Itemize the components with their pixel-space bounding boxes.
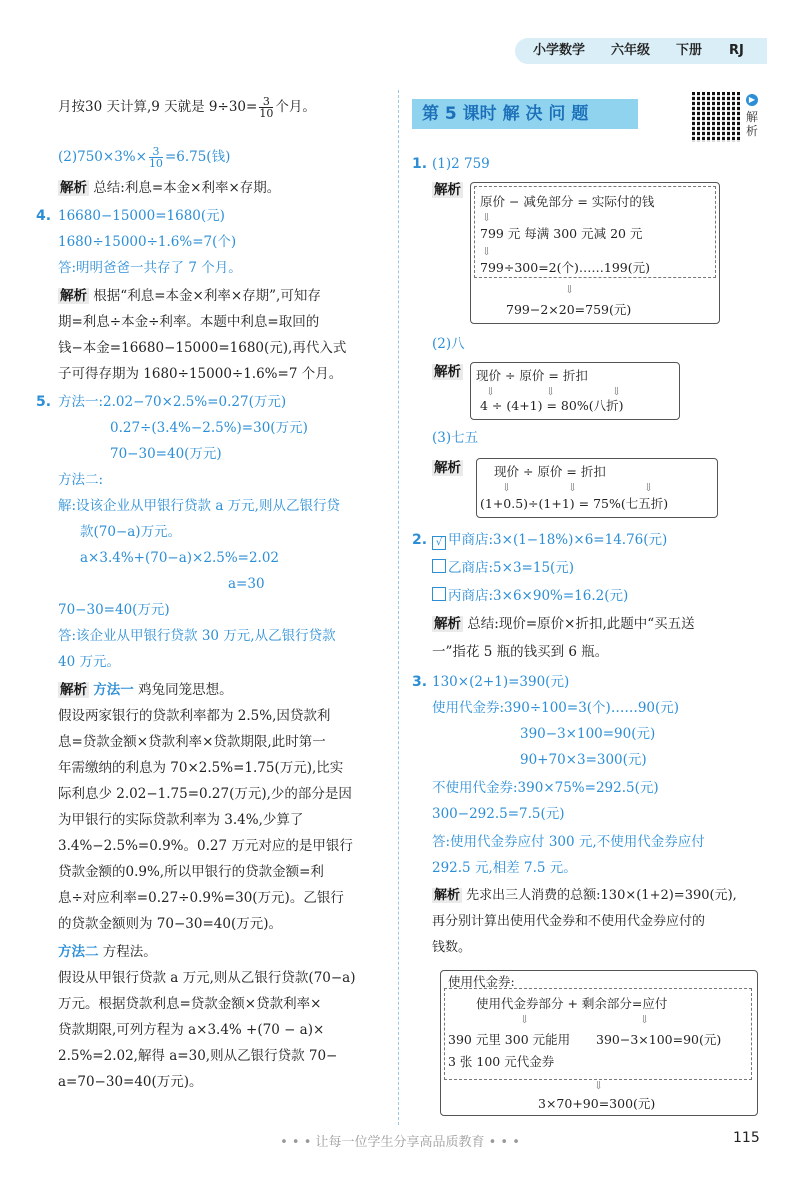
method-one-label: 方法一: [93, 682, 134, 698]
right-analysis-5: 解析 先求出三人消费的总额:130×(1+2)=390(元),: [434, 888, 737, 903]
checkbox-checked-icon: √: [432, 536, 446, 550]
right-line-16: 292.5 元,相差 7.5 元。: [432, 860, 577, 876]
left-line-19: 70−30=40(万元): [58, 602, 170, 618]
left-line-29: 贷款金额的0.9%,所以甲银行的贷款金额=利: [58, 864, 324, 880]
left-line-23: 假设两家银行的贷款利率都为 2.5%,因贷款利: [58, 708, 331, 724]
left-line-37: a=70−30=40(万元)。: [58, 1074, 203, 1090]
arrow-down-icon: ⇓: [502, 481, 512, 494]
diagram-3-row-1: 现价 ÷ 原价 = 折扣: [494, 464, 606, 479]
checkbox-icon: [432, 587, 446, 601]
left-line-13: 70−30=40(万元): [110, 446, 222, 462]
left-analysis-2: 解析 根据“利息=本金×利率×存期”,可知存: [60, 288, 321, 304]
left-line-14: 方法二:: [58, 472, 104, 488]
diagram-1-row-3: 799÷300=2(个)……199(元): [480, 260, 650, 275]
right-line-5: 乙商店:5×3=15(元): [432, 558, 574, 578]
arrow-down-icon: ⇓: [594, 1079, 604, 1092]
left-line-10: 子可得存期为 1680÷15000÷1.6%=7 个月。: [58, 366, 343, 382]
arrow-down-icon: ⇓: [482, 211, 492, 224]
left-line-1: 月按30 天计算,9 天就是 9÷30= $\frac{3}{10}$ 个月。: [58, 95, 316, 120]
left-line-8: 期=利息÷本金÷利率。本题中利息=取回的: [58, 314, 320, 330]
right-line-12: 90+70×3=300(元): [520, 752, 647, 768]
play-icon[interactable]: ▶: [746, 94, 758, 106]
left-line-5: 1680÷15000÷1.6%=7(个): [58, 234, 237, 250]
question-4-number: 4.: [36, 208, 52, 224]
diagram-1-row-2: 799 元 每满 300 元减 20 元: [480, 226, 643, 241]
qr-label: 解 析: [746, 110, 759, 138]
right-line-8: 一”指花 5 瓶的钱买到 6 瓶。: [432, 644, 609, 660]
left-line-36: 2.5%=2.02,解得 a=30,则从乙银行贷款 70−: [58, 1048, 338, 1064]
arrow-down-icon: ⇓: [486, 385, 496, 398]
left-line-33: 假设从甲银行贷款 a 万元,则从乙银行贷款(70−a): [58, 970, 356, 986]
left-line-16: 款(70−a)万元。: [80, 524, 182, 540]
left-line-4: 16680−15000=1680(元): [58, 208, 225, 224]
left-line-27: 为甲银行的实际贷款利率为 3.4%,少算了: [58, 812, 304, 828]
left-analysis-1: 解析 总结:利息=本金×利率×存期。: [60, 180, 281, 196]
left-line-28: 3.4%−2.5%=0.9%。0.27 万元对应的是甲银行: [58, 838, 353, 854]
footer-slogan: • • • 让每一位学生分享高品质教育 • • •: [280, 1135, 520, 1150]
left-line-34: 万元。根据贷款利息=贷款金额×贷款利率×: [58, 996, 322, 1012]
right-line-19: 钱数。: [432, 940, 472, 955]
right-line-4: √ 甲商店:3×(1−18%)×6=14.76(元): [432, 530, 667, 550]
diagram-4-row-1: 使用代金券部分 + 剩余部分=应付: [476, 996, 668, 1011]
left-method-two: 方法二 方程法。: [58, 944, 157, 960]
right-line-10: 使用代金券:390÷100=3(个)……90(元): [432, 700, 680, 716]
left-analysis-3: 解析 方法一 鸡兔同笼思想。: [60, 682, 233, 698]
right-line-15: 答:使用代金券应付 300 元,不使用代金券应付: [432, 834, 705, 850]
diagram-2-row-1: 现价 ÷ 原价 = 折扣: [476, 368, 588, 383]
checkbox-icon: [432, 559, 446, 573]
left-line-26: 际利息少 2.02−1.75=0.27(万元),少的部分是因: [58, 786, 352, 802]
header-subject: 小学数学: [533, 43, 586, 58]
left-line-35: 贷款期限,可列方程为 a×3.4% +(70 − a)×: [58, 1022, 325, 1038]
method-two-label: 方法二: [58, 944, 99, 960]
diagram-1-row-1: 原价 − 减免部分 = 实际付的钱: [480, 194, 655, 209]
arrow-down-icon: ⇓: [546, 385, 556, 398]
left-line-9: 钱−本金=16680−15000=1680(元),再代入式: [58, 340, 347, 356]
left-line-6: 答:明明爸爸一共存了 7 个月。: [58, 260, 242, 276]
arrow-down-icon: ⇓: [482, 245, 492, 258]
arrow-down-icon: ⇓: [644, 481, 654, 494]
right-line-11: 390−3×100=90(元): [520, 726, 656, 742]
left-line-15: 解:设该企业从甲银行贷款 a 万元,则从乙银行贷: [58, 498, 340, 514]
right-analysis-2: 解析: [434, 364, 461, 380]
diagram-4-title: 使用代金券:: [448, 974, 515, 989]
right-line-1: (1)2 759: [432, 156, 490, 172]
right-line-3: (3)七五: [432, 430, 479, 446]
header-grade: 六年级: [611, 43, 651, 58]
diagram-2-row-2: 4 ÷ (4+1) = 80%(八折): [480, 398, 624, 413]
column-divider: [398, 90, 399, 1125]
diagram-4-row-2b: 3 张 100 元代金券: [448, 1054, 555, 1069]
left-line-31: 的贷款金额则为 70−30=40(万元)。: [58, 916, 282, 932]
left-line-2: (2)750×3%× $\frac{3}{10}$ =6.75(钱): [58, 145, 231, 170]
book-header: [515, 38, 767, 64]
diagram-4-row-2c: 390−3×100=90(元): [596, 1032, 722, 1047]
left-line-20: 答:该企业从甲银行贷款 30 万元,从乙银行贷款: [58, 628, 336, 644]
right-analysis-3: 解析: [434, 460, 461, 476]
page-number: 115: [733, 1130, 760, 1146]
right-line-13: 不使用代金券:390×75%=292.5(元): [432, 780, 659, 796]
left-line-24: 息=贷款金额×贷款利率×贷款期限,此时第一: [58, 734, 326, 750]
diagram-1-row-4: 799−2×20=759(元): [506, 302, 632, 317]
arrow-down-icon: ⇓: [565, 283, 575, 296]
left-line-12: 0.27÷(3.4%−2.5%)=30(万元): [110, 420, 308, 436]
left-line-21: 40 万元。: [58, 654, 120, 670]
left-line-25: 年需缴纳的利息为 70×2.5%=1.75(万元),比实: [58, 760, 344, 776]
diagram-3-row-2: (1+0.5)÷(1+1) = 75%(七五折): [480, 496, 669, 511]
right-line-18: 再分别计算出使用代金券和不使用代金券应付的: [432, 914, 706, 929]
right-line-14: 300−292.5=7.5(元): [432, 806, 565, 822]
diagram-4-row-2a: 390 元里 300 元能用: [448, 1032, 571, 1047]
question-5-number: 5.: [36, 394, 52, 410]
left-line-18: a=30: [228, 576, 265, 592]
right-line-9: 130×(2+1)=390(元): [432, 674, 570, 690]
left-line-11: 方法一:2.02−70×2.5%=0.27(万元): [58, 394, 287, 410]
arrow-down-icon: ⇓: [568, 481, 578, 494]
left-line-30: 息÷对应利率=0.27÷0.9%=30(万元)。乙银行: [58, 890, 344, 906]
header-volume: 下册: [676, 43, 703, 58]
arrow-down-icon: ⇓: [520, 1013, 530, 1026]
question-2-number: 2.: [412, 532, 428, 548]
qr-code[interactable]: [692, 92, 742, 142]
left-line-17: a×3.4%+(70−a)×2.5%=2.02: [80, 550, 280, 566]
arrow-down-icon: ⇓: [612, 385, 622, 398]
right-line-6: 丙商店:3×6×90%=16.2(元): [432, 586, 628, 606]
header-edition: RJ: [729, 43, 744, 58]
arrow-down-icon: ⇓: [640, 1013, 650, 1026]
diagram-4-row-3: 3×70+90=300(元): [538, 1096, 656, 1111]
right-line-2: (2)八: [432, 336, 465, 352]
lesson-title: 第 5 课时 解 决 问 题: [412, 99, 638, 129]
question-1-number: 1.: [412, 156, 428, 172]
right-analysis-4: 解析 总结:现价=原价×折扣,此题中“买五送: [434, 616, 695, 632]
right-analysis-1: 解析: [434, 182, 461, 198]
question-3-number: 3.: [412, 674, 428, 690]
